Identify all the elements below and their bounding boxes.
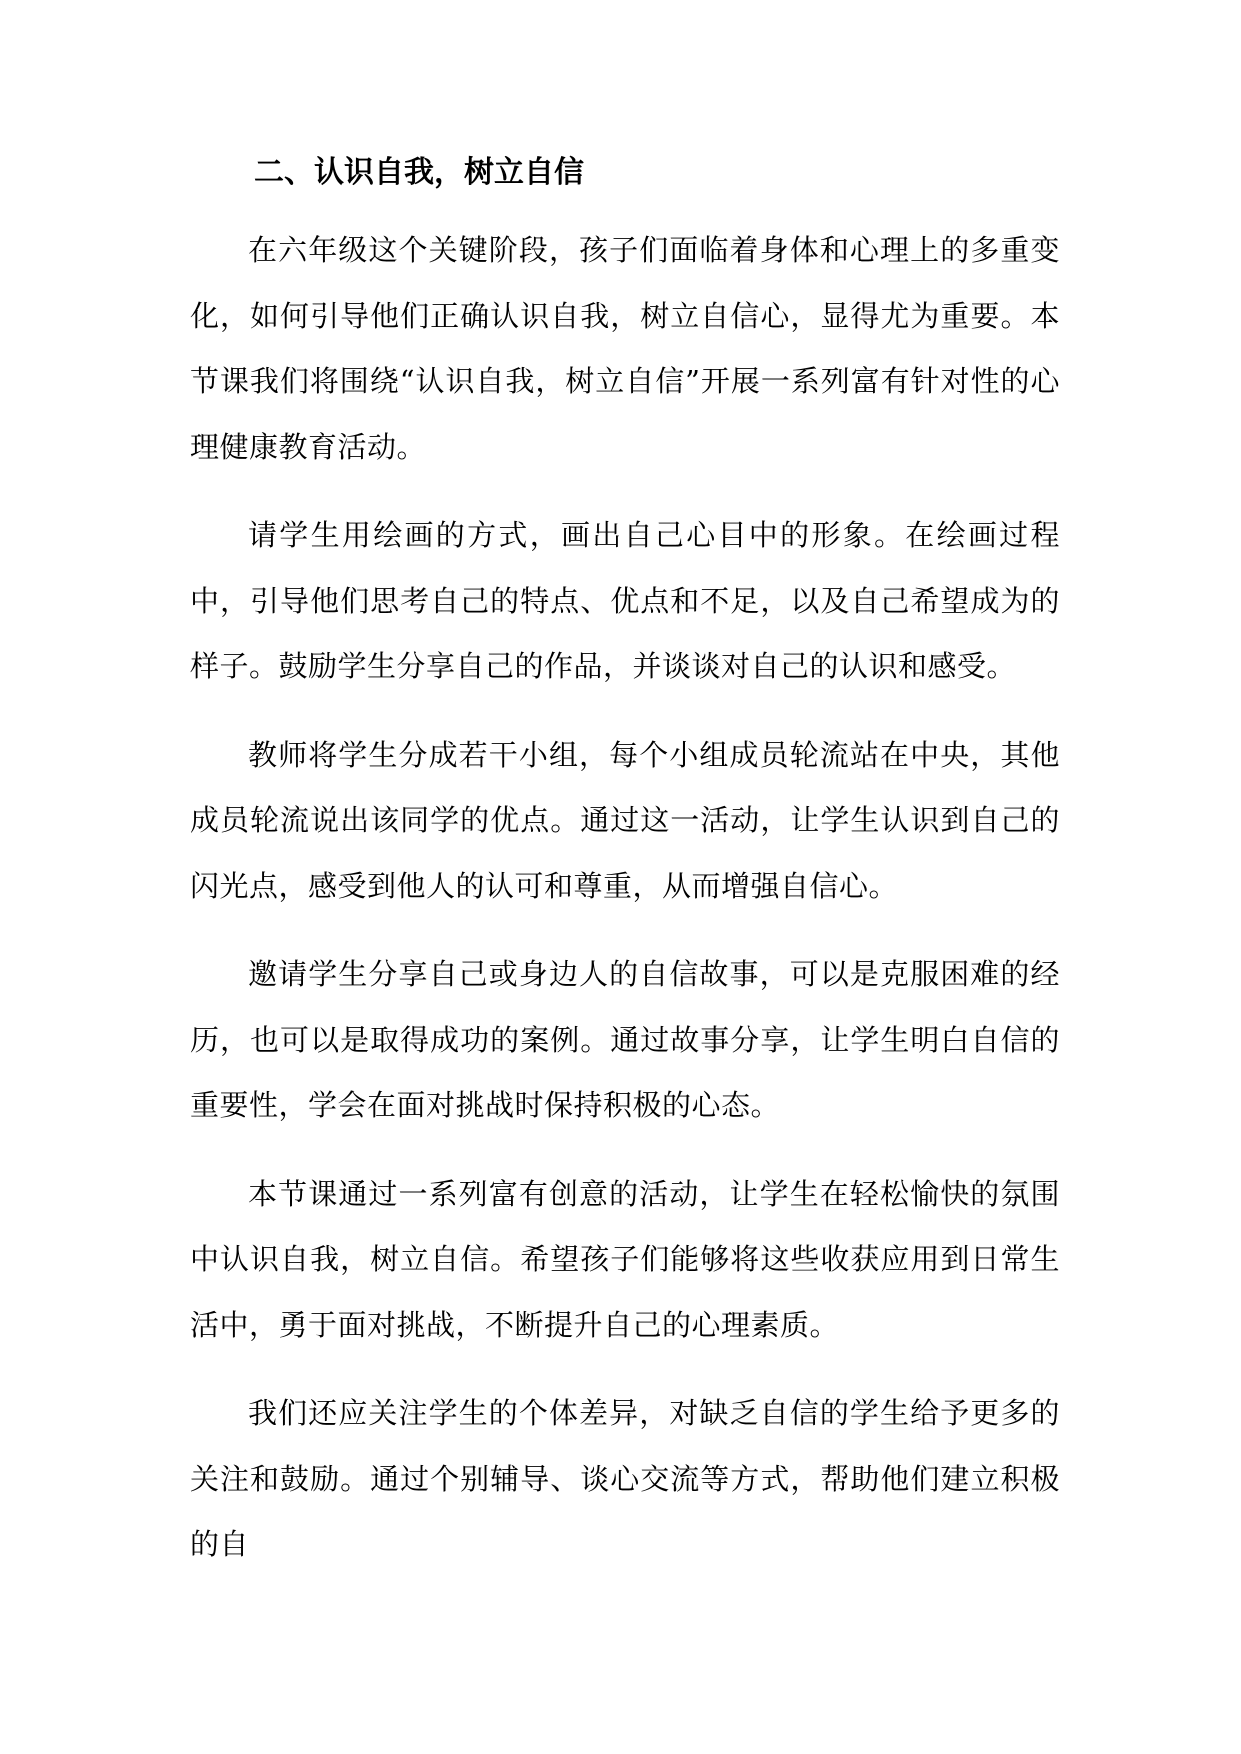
paragraph-summary: 本节课通过一系列富有创意的活动，让学生在轻松愉快的氛围中认识自我，树立自信。希望孩子们能够将这些收获应用到日常生活中，勇于面对挑战，不断提升自己的心理素质。 <box>190 1176 1060 1342</box>
paragraph-story-sharing: 邀请学生分享自己或身边人的自信故事，可以是克服困难的经历，也可以是取得成功的案例。通过故事分享，让学生明白自信的重要性，学会在面对挑战时保持积极的心态。 <box>190 957 1060 1122</box>
section-heading: 二、认识自我，树立自信 <box>254 155 584 190</box>
paragraph-group-activity: 教师将学生分成若干小组，每个小组成员轮流站在中央，其他成员轮流说出该同学的优点。通过这一活动，让学生认识到自己的闪光点，感受到他人的认可和尊重，从而增强自信心。 <box>190 737 1060 903</box>
paragraph-individual-attention: 我们还应关注学生的个体差异，对缺乏自信的学生给予更多的关注和鼓励。通过个别辅导、谈心交流等方式，帮助他们建立积极的自 <box>190 1396 1060 1561</box>
paragraph-drawing-activity: 请学生用绘画的方式，画出自己心目中的形象。在绘画过程中，引导他们思考自己的特点、优点和不足，以及自己希望成为的样子。鼓励学生分享自己的作品，并谈谈对自己的认识和感受。 <box>190 518 1060 683</box>
paragraph-intro: 在六年级这个关键阶段，孩子们面临着身体和心理上的多重变化，如何引导他们正确认识自我，树立自信心，显得尤为重要。本节课我们将围绕“认识自我，树立自信”开展一系列富有针对性的心理健康教育活动。 <box>190 233 1060 464</box>
document-body <box>190 140 1060 1578</box>
